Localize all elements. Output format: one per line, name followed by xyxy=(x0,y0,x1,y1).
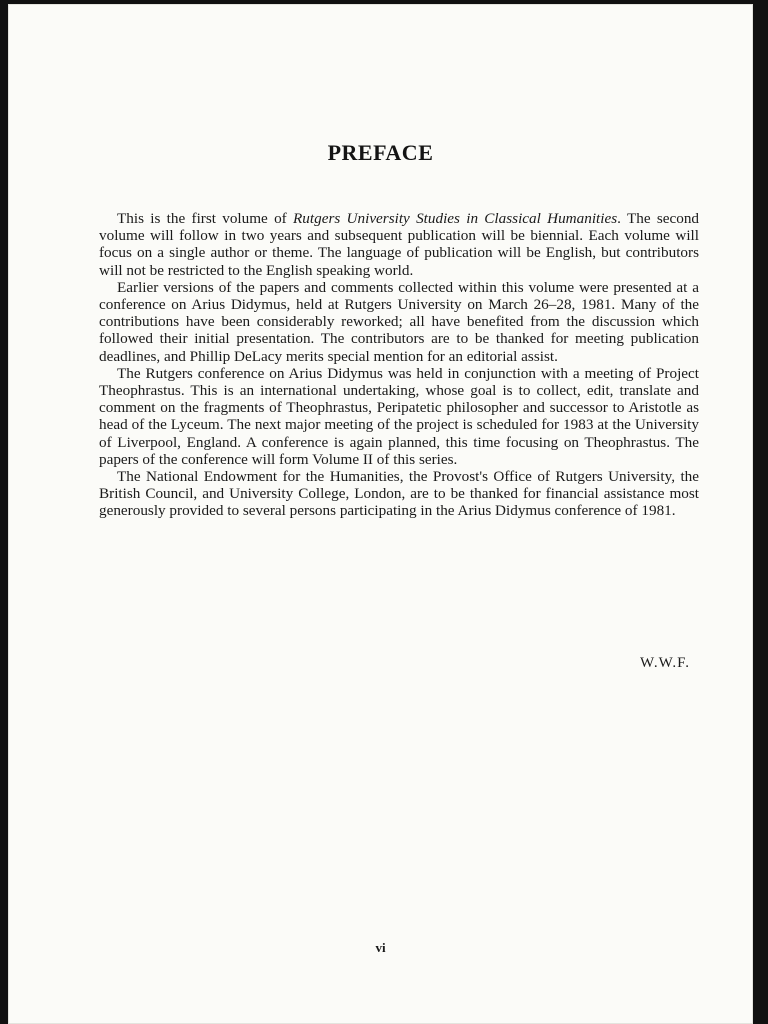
paragraph-3: The Rutgers conference on Arius Didymus was held in conjunction with a meeting of Project Theophrastus. This is an international undertaking, whose goal is to collect, edit, translate and comment on the fragments of Theophrastus, Peripatetic philosopher and successor to Aristotle as head of the Lyceum. The next major meeting of the project is scheduled for 1983 at the University of Liverpool, England. A conference is again planned, this time focusing on Theophrastus. The papers of the conference will form Volume II of this series. xyxy=(99,364,699,468)
page-title: PREFACE xyxy=(327,140,434,165)
paragraph-2: Earlier versions of the papers and comments collected within this volume were presented at a conference on Arius Didymus, held at Rutgers University on March 26–28, 1981. Many of the contributions have been considerably reworked; all have benefited from the discussion which followed their initial presentation. The contributors are to be thanked for meeting publication deadlines, and Phillip DeLacy merits special mention for an editorial assist. xyxy=(99,278,699,365)
paragraph-1-text-end: . The second volume will follow in two years and subsequent publication will be biennial. Each volume will focus on a single author or theme. The language of publication will be English, but contributors will not be restricted to the English speaking world. xyxy=(99,210,700,279)
preface-body xyxy=(99,210,699,520)
paragraph-1-text-start: This is the first volume of xyxy=(117,210,294,227)
series-title: Rutgers University Studies in Classical Humanities xyxy=(293,210,618,227)
document-page xyxy=(8,4,753,1024)
page-number: vi xyxy=(375,940,386,955)
author-initials: W.W.F. xyxy=(640,655,690,671)
paragraph-4: The National Endowment for the Humanities, the Provost's Office of Rutgers University, the British Council, and University College, London, are to be thanked for financial assistance most generously provided to several persons participating in the Arius Didymus conference of 1981. xyxy=(99,468,699,520)
paragraph-1 xyxy=(99,210,699,279)
